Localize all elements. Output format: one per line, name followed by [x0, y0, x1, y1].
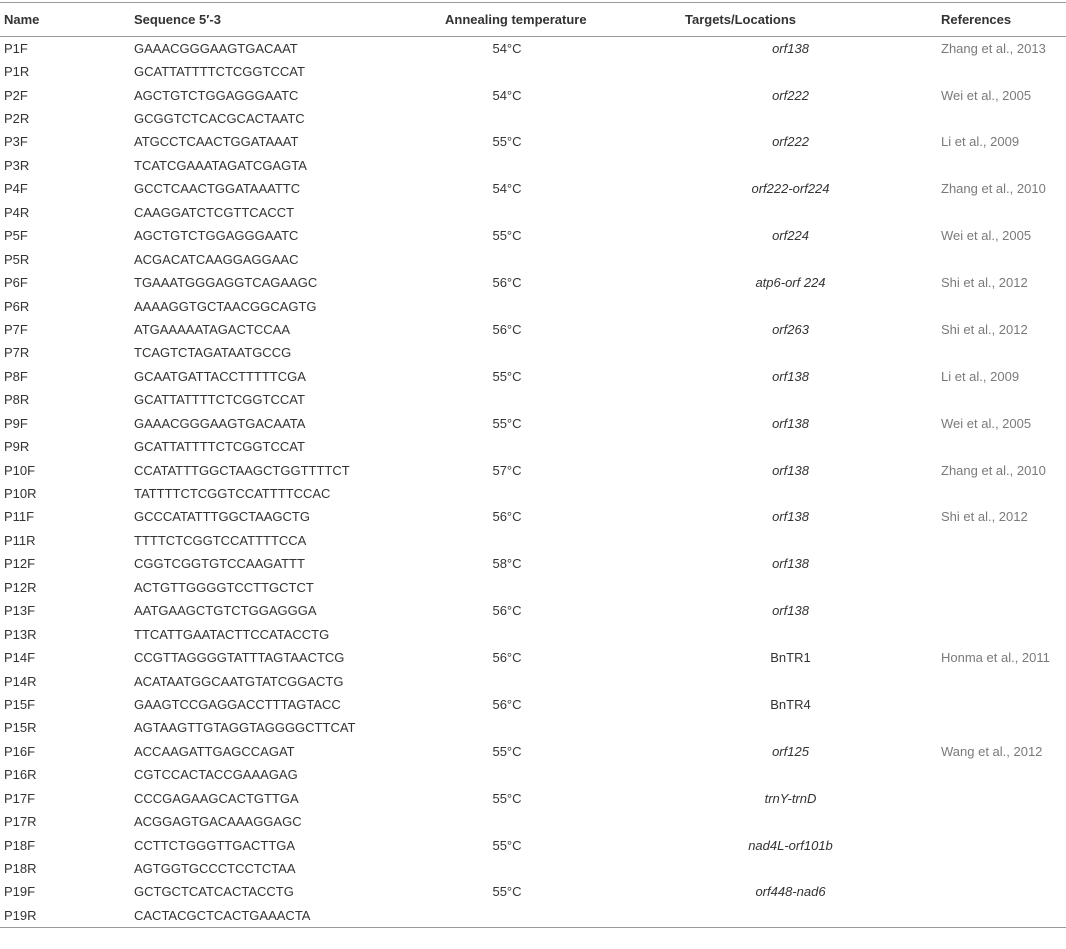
- annealing-temperature-cell: 56°C: [492, 603, 522, 619]
- reference-cell: [941, 576, 1066, 599]
- reference-cell: [941, 107, 1066, 130]
- sequence-cell: CCATATTTGGCTAAGCTGGTTTTCT: [134, 462, 350, 478]
- target-location-cell: [685, 201, 941, 224]
- table-row: [0, 669, 1066, 692]
- target-location-cell: orf138: [772, 603, 809, 619]
- annealing-temperature-cell: 55°C: [492, 134, 522, 150]
- reference-cell: [941, 435, 1066, 458]
- primer-name-cell: P14F: [4, 650, 36, 666]
- primer-name-cell: P8F: [4, 368, 28, 384]
- primer-name-cell: P7R: [4, 345, 30, 361]
- primer-table: [0, 2, 1066, 928]
- reference-cell: [941, 716, 1066, 739]
- target-location-cell: [685, 810, 941, 833]
- table-row: [0, 60, 1066, 83]
- sequence-cell: AAAAGGTGCTAACGGCAGTG: [134, 298, 317, 314]
- primer-name-cell: P19F: [4, 884, 36, 900]
- header-annealing-temperature: Annealing temperature: [399, 3, 685, 37]
- sequence-cell: AGCTGTCTGGAGGGAATC: [134, 228, 299, 244]
- reference-cell: [941, 693, 1066, 716]
- sequence-cell: CAAGGATCTCGTTCACCT: [134, 204, 295, 220]
- target-location-cell: [685, 669, 941, 692]
- annealing-temperature-cell: 55°C: [492, 743, 522, 759]
- sequence-cell: GCCTCAACTGGATAAATTC: [134, 181, 301, 197]
- annealing-temperature-cell: 56°C: [492, 275, 522, 291]
- target-location-cell: orf222-orf224: [751, 181, 830, 197]
- primer-name-cell: P12F: [4, 556, 36, 572]
- table-row: [0, 833, 1066, 856]
- table-row: [0, 154, 1066, 177]
- sequence-cell: TTCATTGAATACTTCCATACCTG: [134, 626, 330, 642]
- reference-cell: [941, 810, 1066, 833]
- annealing-temperature-cell: [399, 857, 685, 880]
- table-row: [0, 622, 1066, 645]
- table-row: [0, 107, 1066, 130]
- sequence-cell: AGCTGTCTGGAGGGAATC: [134, 87, 299, 103]
- target-location-cell: [685, 576, 941, 599]
- table-row: [0, 693, 1066, 716]
- reference-cell: [941, 529, 1066, 552]
- primer-name-cell: P9F: [4, 415, 28, 431]
- annealing-temperature-cell: 56°C: [492, 509, 522, 525]
- reference-cell: [941, 247, 1066, 270]
- sequence-cell: CCTTCTGGGTTGACTTGA: [134, 837, 296, 853]
- target-location-cell: orf138: [772, 40, 809, 56]
- header-targets-locations: Targets/Locations: [685, 3, 941, 37]
- primer-name-cell: P14R: [4, 673, 37, 689]
- table-row: [0, 857, 1066, 880]
- sequence-cell: GCGGTCTCACGCACTAATC: [134, 111, 305, 127]
- table-row: [0, 318, 1066, 341]
- primer-name-cell: P17F: [4, 790, 36, 806]
- reference-cell: [941, 294, 1066, 317]
- table-row: [0, 880, 1066, 903]
- reference-cell: [941, 669, 1066, 692]
- target-location-cell: [685, 60, 941, 83]
- target-location-cell: [685, 388, 941, 411]
- table-row: [0, 37, 1066, 60]
- sequence-cell: GCAATGATTACCTTTTTCGA: [134, 368, 306, 384]
- target-location-cell: [685, 294, 941, 317]
- target-location-cell: [685, 716, 941, 739]
- reference-cell: Zhang et al., 2013: [941, 40, 1046, 56]
- annealing-temperature-cell: 56°C: [492, 321, 522, 337]
- sequence-cell: AGTGGTGCCCTCCTCTAA: [134, 861, 296, 877]
- annealing-temperature-cell: 56°C: [492, 696, 522, 712]
- primer-name-cell: P8R: [4, 392, 30, 408]
- table-row: [0, 482, 1066, 505]
- table-row: [0, 130, 1066, 153]
- target-location-cell: orf138: [772, 556, 809, 572]
- primer-name-cell: P13F: [4, 603, 36, 619]
- sequence-cell: ACTGTTGGGGTCCTTGCTCT: [134, 579, 314, 595]
- reference-cell: [941, 833, 1066, 856]
- sequence-cell: GCCCATATTTGGCTAAGCTG: [134, 509, 310, 525]
- annealing-temperature-cell: [399, 482, 685, 505]
- reference-cell: Li et al., 2009: [941, 134, 1020, 150]
- reference-cell: [941, 763, 1066, 786]
- annealing-temperature-cell: [399, 107, 685, 130]
- target-location-cell: [685, 763, 941, 786]
- table-body: [0, 37, 1066, 928]
- sequence-cell: TCAGTCTAGATAATGCCG: [134, 345, 292, 361]
- annealing-temperature-cell: 57°C: [492, 462, 522, 478]
- annealing-temperature-cell: 55°C: [492, 884, 522, 900]
- target-location-cell: orf138: [772, 462, 809, 478]
- table-row: [0, 201, 1066, 224]
- reference-cell: Shi et al., 2012: [941, 275, 1028, 291]
- target-location-cell: orf263: [772, 321, 809, 337]
- reference-cell: [941, 904, 1066, 927]
- reference-cell: [941, 154, 1066, 177]
- sequence-cell: TCATCGAAATAGATCGAGTA: [134, 157, 307, 173]
- primer-name-cell: P11R: [4, 532, 36, 548]
- annealing-temperature-cell: 56°C: [492, 650, 522, 666]
- table-row: [0, 294, 1066, 317]
- annealing-temperature-cell: [399, 341, 685, 364]
- target-location-cell: orf222: [772, 134, 809, 150]
- reference-cell: Wei et al., 2005: [941, 87, 1032, 103]
- sequence-cell: CGTCCACTACCGAAAGAG: [134, 767, 298, 783]
- table-row: [0, 552, 1066, 575]
- sequence-cell: CCGTTAGGGGTATTTAGTAACTCG: [134, 650, 345, 666]
- primer-name-cell: P18R: [4, 861, 37, 877]
- target-location-cell: orf224: [772, 228, 809, 244]
- table-row: [0, 576, 1066, 599]
- reference-cell: Wang et al., 2012: [941, 743, 1043, 759]
- sequence-cell: CCCGAGAAGCACTGTTGA: [134, 790, 299, 806]
- reference-cell: [941, 341, 1066, 364]
- primer-name-cell: P19R: [0, 904, 134, 927]
- reference-cell: [941, 201, 1066, 224]
- annealing-temperature-cell: [399, 435, 685, 458]
- table-row: [0, 904, 1066, 927]
- primer-name-cell: P2R: [4, 111, 30, 127]
- target-location-cell: orf222: [772, 87, 809, 103]
- sequence-cell: TTTTCTCGGTCCATTTTCCA: [134, 532, 307, 548]
- table-row: [0, 505, 1066, 528]
- annealing-temperature-cell: 55°C: [492, 228, 522, 244]
- annealing-temperature-cell: 55°C: [492, 415, 522, 431]
- table-header: [0, 3, 1066, 37]
- reference-cell: [941, 482, 1066, 505]
- primer-name-cell: P16F: [4, 743, 36, 759]
- annealing-temperature-cell: [399, 810, 685, 833]
- sequence-cell: GAAGTCCGAGGACCTTTAGTACC: [134, 696, 341, 712]
- reference-cell: [941, 599, 1066, 622]
- annealing-temperature-cell: [399, 60, 685, 83]
- table-row: [0, 247, 1066, 270]
- sequence-cell: AGTAAGTTGTAGGTAGGGGCTTCAT: [134, 720, 356, 736]
- target-location-cell: [685, 622, 941, 645]
- annealing-temperature-cell: 54°C: [492, 87, 522, 103]
- table-row: [0, 810, 1066, 833]
- table-row: [0, 740, 1066, 763]
- reference-cell: Shi et al., 2012: [941, 321, 1028, 337]
- table-row: [0, 83, 1066, 106]
- primer-name-cell: P5R: [4, 251, 30, 267]
- annealing-temperature-cell: [399, 904, 685, 927]
- target-location-cell: orf138: [772, 415, 809, 431]
- primer-name-cell: P4F: [4, 181, 28, 197]
- target-location-cell: [685, 341, 941, 364]
- primer-name-cell: P16R: [4, 767, 37, 783]
- target-location-cell: trnY-trnD: [764, 790, 817, 806]
- target-location-cell: [685, 247, 941, 270]
- table-row: [0, 388, 1066, 411]
- reference-cell: [941, 787, 1066, 810]
- table-row: [0, 646, 1066, 669]
- primer-name-cell: P13R: [4, 626, 37, 642]
- target-location-cell: [685, 904, 941, 927]
- target-location-cell: [685, 857, 941, 880]
- annealing-temperature-cell: [399, 294, 685, 317]
- annealing-temperature-cell: [399, 763, 685, 786]
- table-row: [0, 599, 1066, 622]
- primer-name-cell: P5F: [4, 228, 28, 244]
- reference-cell: [941, 60, 1066, 83]
- target-location-cell: orf138: [772, 509, 809, 525]
- table-row: [0, 458, 1066, 481]
- annealing-temperature-cell: [399, 716, 685, 739]
- sequence-cell: GCTGCTCATCACTACCTG: [134, 884, 294, 900]
- sequence-cell: ACATAATGGCAATGTATCGGACTG: [134, 673, 344, 689]
- sequence-cell: ACGACATCAAGGAGGAAC: [134, 251, 299, 267]
- primer-name-cell: P4R: [4, 204, 30, 220]
- primer-name-cell: P3F: [4, 134, 28, 150]
- annealing-temperature-cell: [399, 201, 685, 224]
- annealing-temperature-cell: 54°C: [492, 40, 522, 56]
- primer-name-cell: P3R: [4, 157, 30, 173]
- target-location-cell: [685, 107, 941, 130]
- primer-name-cell: P1R: [4, 64, 30, 80]
- table-row: [0, 716, 1066, 739]
- target-location-cell: nad4L-orf101b: [748, 837, 833, 853]
- sequence-cell: AATGAAGCTGTCTGGAGGGA: [134, 603, 317, 619]
- annealing-temperature-cell: [399, 154, 685, 177]
- sequence-cell: TATTTTCTCGGTCCATTTTCCAC: [134, 486, 331, 502]
- annealing-temperature-cell: 55°C: [492, 837, 522, 853]
- primer-name-cell: P1F: [4, 40, 28, 56]
- sequence-cell: TGAAATGGGAGGTCAGAAGC: [134, 275, 318, 291]
- primer-name-cell: P15F: [4, 696, 36, 712]
- annealing-temperature-cell: 58°C: [492, 556, 522, 572]
- primer-name-cell: P11F: [4, 509, 35, 525]
- primer-name-cell: P10F: [4, 462, 36, 478]
- sequence-cell: ATGCCTCAACTGGATAAAT: [134, 134, 299, 150]
- table-row: [0, 412, 1066, 435]
- target-location-cell: orf448-nad6: [755, 884, 826, 900]
- primer-name-cell: P9R: [4, 439, 30, 455]
- header-sequence: Sequence 5′-3: [134, 3, 399, 37]
- table-row: [0, 177, 1066, 200]
- header-references: References: [941, 3, 1066, 37]
- table-row: [0, 787, 1066, 810]
- annealing-temperature-cell: [399, 529, 685, 552]
- table-row: [0, 271, 1066, 294]
- target-location-cell: [685, 482, 941, 505]
- reference-cell: Zhang et al., 2010: [941, 181, 1046, 197]
- table-row: [0, 529, 1066, 552]
- target-location-cell: BnTR1: [770, 650, 811, 666]
- sequence-cell: ACGGAGTGACAAAGGAGC: [134, 814, 302, 830]
- annealing-temperature-cell: [399, 388, 685, 411]
- target-location-cell: BnTR4: [770, 696, 811, 712]
- annealing-temperature-cell: 55°C: [492, 790, 522, 806]
- reference-cell: Honma et al., 2011: [941, 650, 1050, 666]
- target-location-cell: atp6-orf 224: [755, 275, 826, 291]
- table-row: [0, 224, 1066, 247]
- target-location-cell: orf138: [772, 368, 809, 384]
- primer-name-cell: P2F: [4, 87, 28, 103]
- primer-name-cell: P15R: [4, 720, 37, 736]
- sequence-cell: CGGTCGGTGTCCAAGATTT: [134, 556, 305, 572]
- annealing-temperature-cell: [399, 247, 685, 270]
- sequence-cell: GAAACGGGAAGTGACAATA: [134, 415, 306, 431]
- primer-name-cell: P6F: [4, 275, 28, 291]
- annealing-temperature-cell: [399, 576, 685, 599]
- sequence-cell: GCATTATTTTCTCGGTCCAT: [134, 439, 305, 455]
- reference-cell: [941, 388, 1066, 411]
- target-location-cell: orf125: [772, 743, 809, 759]
- reference-cell: [941, 857, 1066, 880]
- reference-cell: [941, 880, 1066, 903]
- sequence-cell: GAAACGGGAAGTGACAAT: [134, 40, 298, 56]
- target-location-cell: [685, 154, 941, 177]
- header-name: Name: [0, 3, 134, 37]
- primer-name-cell: P18F: [4, 837, 36, 853]
- reference-cell: Zhang et al., 2010: [941, 462, 1046, 478]
- primer-name-cell: P12R: [4, 579, 37, 595]
- reference-cell: [941, 622, 1066, 645]
- reference-cell: Li et al., 2009: [941, 368, 1020, 384]
- sequence-cell: GCATTATTTTCTCGGTCCAT: [134, 392, 305, 408]
- table-row: [0, 435, 1066, 458]
- annealing-temperature-cell: [399, 669, 685, 692]
- sequence-cell: GCATTATTTTCTCGGTCCAT: [134, 64, 305, 80]
- annealing-temperature-cell: 55°C: [492, 368, 522, 384]
- reference-cell: Wei et al., 2005: [941, 415, 1032, 431]
- primer-name-cell: P6R: [4, 298, 30, 314]
- annealing-temperature-cell: 54°C: [492, 181, 522, 197]
- reference-cell: Shi et al., 2012: [941, 509, 1028, 525]
- table-row: [0, 365, 1066, 388]
- header-row: [0, 3, 1066, 37]
- annealing-temperature-cell: [399, 622, 685, 645]
- table-row: [0, 763, 1066, 786]
- sequence-cell: ATGAAAAATAGACTCCAA: [134, 321, 291, 337]
- table-row: [0, 341, 1066, 364]
- primer-name-cell: P10R: [4, 486, 37, 502]
- sequence-cell: ACCAAGATTGAGCCAGAT: [134, 743, 295, 759]
- primer-name-cell: P7F: [4, 321, 28, 337]
- target-location-cell: [685, 435, 941, 458]
- target-location-cell: [685, 529, 941, 552]
- sequence-cell: CACTACGCTCACTGAAACTA: [134, 904, 399, 927]
- primer-name-cell: P17R: [4, 814, 37, 830]
- reference-cell: Wei et al., 2005: [941, 228, 1032, 244]
- reference-cell: [941, 552, 1066, 575]
